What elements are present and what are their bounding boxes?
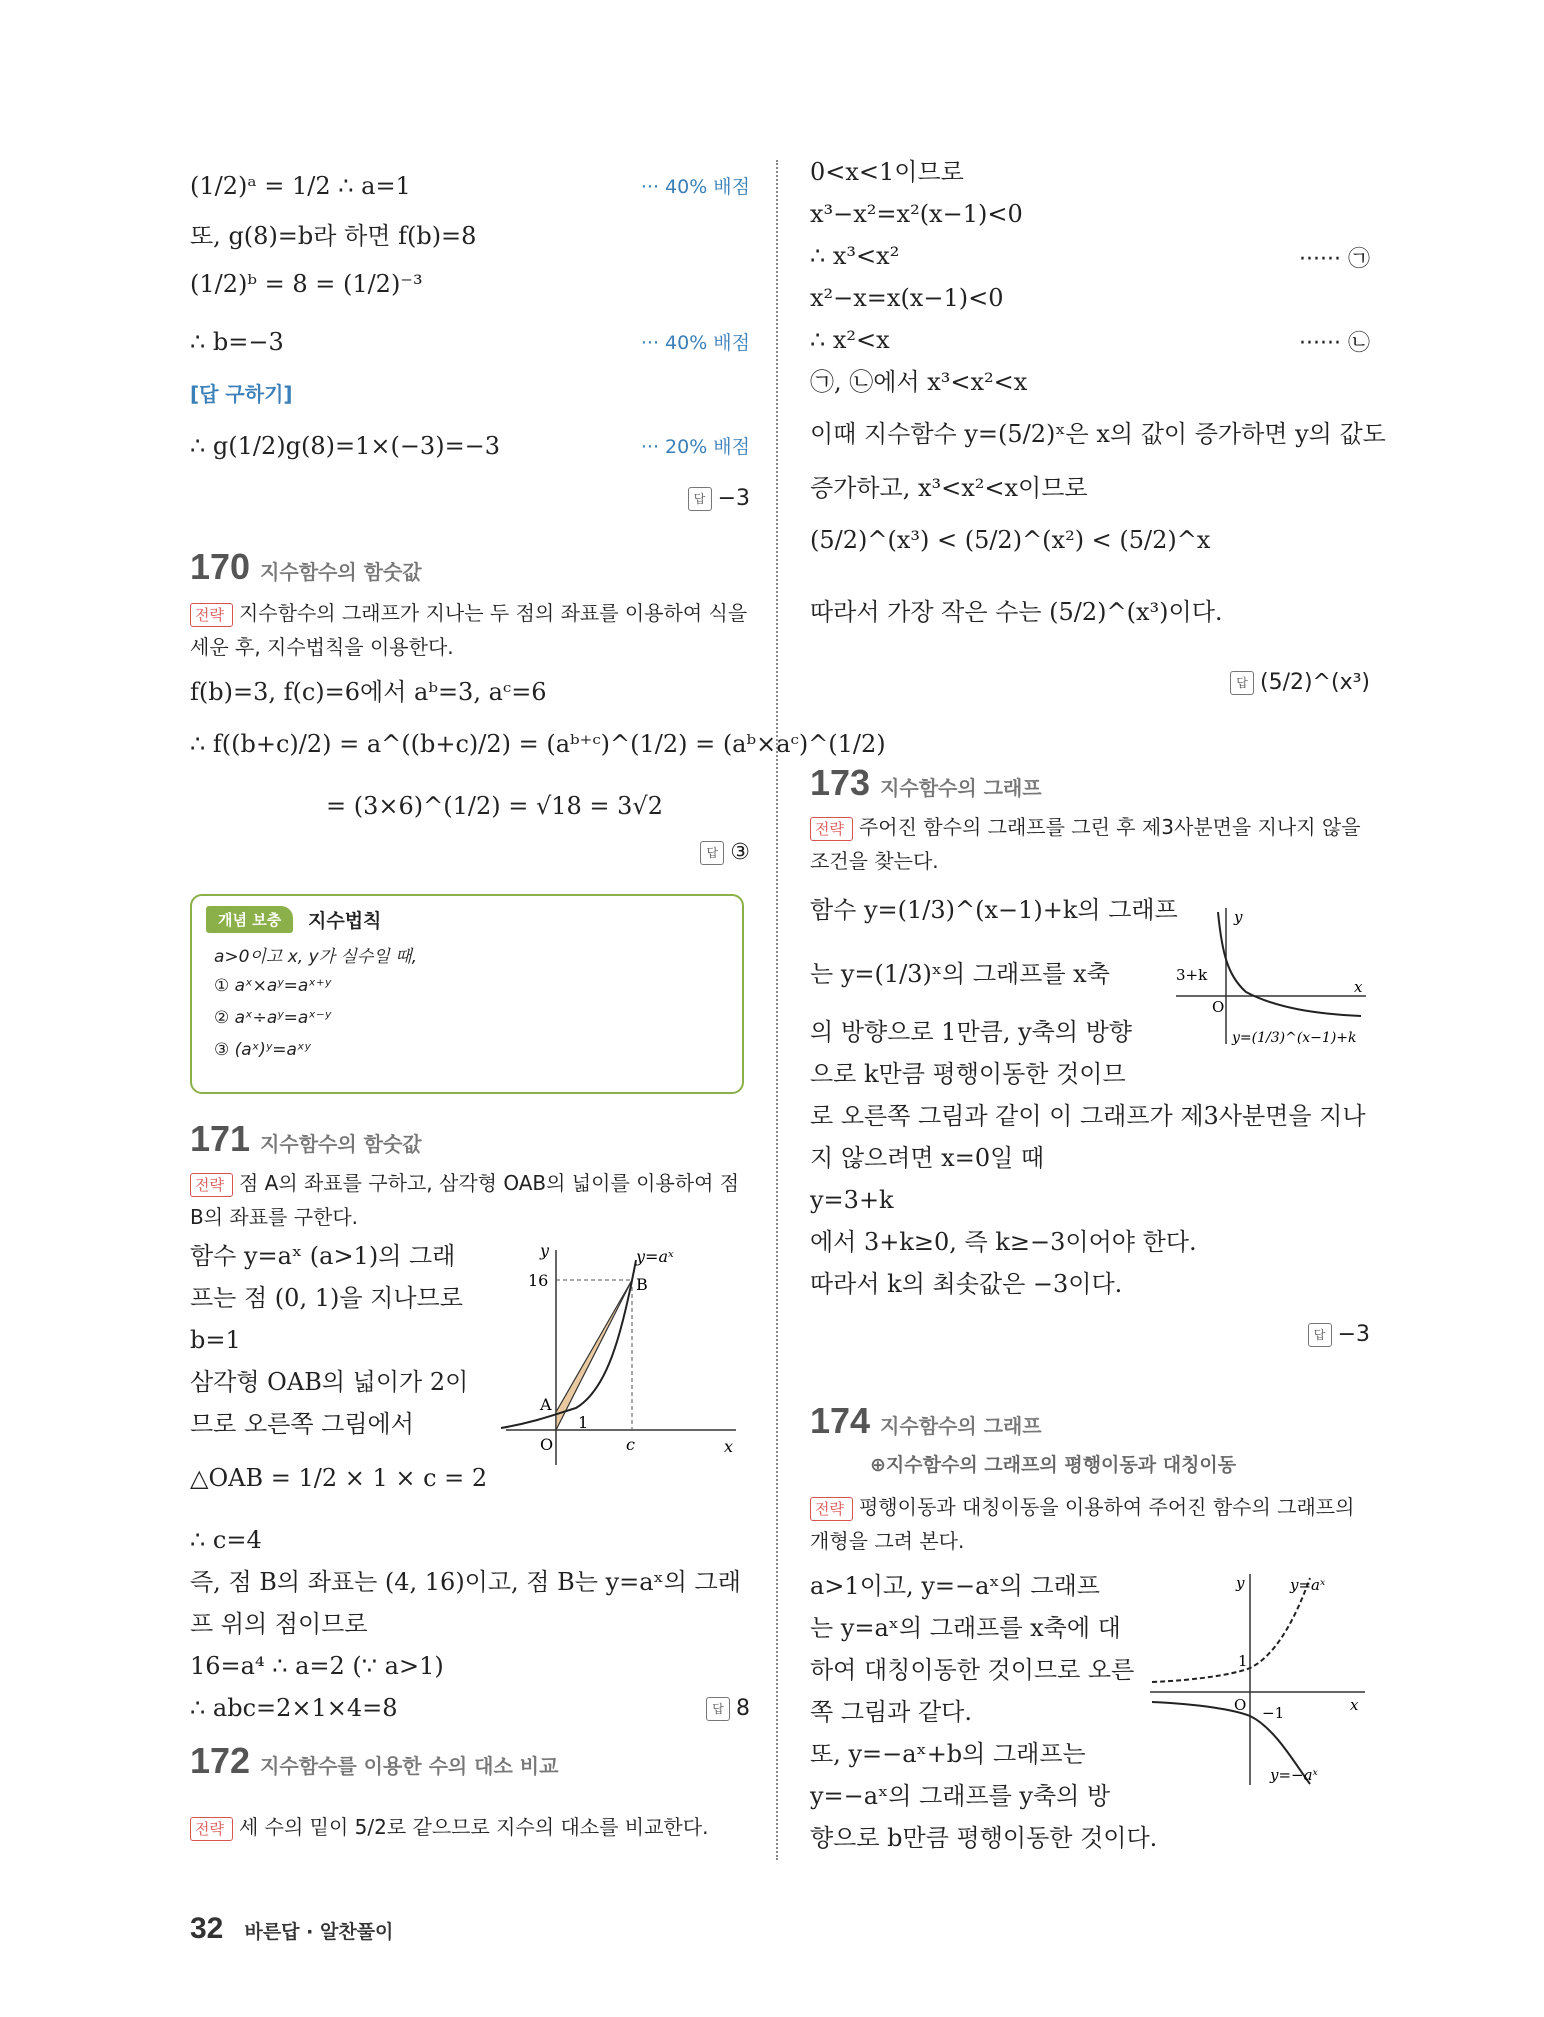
fig173-ylabel: y — [1234, 908, 1243, 926]
answer-173: 답 −3 — [1308, 1322, 1370, 1347]
r5-mark: ······ ㉡ — [1299, 331, 1370, 356]
p174-l3: 하여 대칭이동한 것이므로 오른 — [810, 1656, 1135, 1684]
concept-box — [190, 894, 744, 1094]
fig173-val: 3+k — [1176, 966, 1208, 984]
r3-mark: ······ ㉠ — [1299, 247, 1370, 272]
figure-174-graph — [1150, 1570, 1370, 1790]
fig171-xlabel: x — [724, 1437, 734, 1456]
p170-l1: f(b)=3, f(c)=6에서 aᵇ=3, aᶜ=6 — [190, 678, 547, 706]
fig171-1: 1 — [578, 1413, 589, 1432]
r10: 따라서 가장 작은 수는 (5/2)^(x³)이다. — [810, 598, 1223, 626]
fig171-16: 16 — [528, 1271, 549, 1290]
fig173-curve-label: y=(1/3)^(x−1)+k — [1232, 1030, 1357, 1046]
figure-171-graph — [496, 1240, 746, 1470]
score-20: ··· 20% 배점 — [640, 436, 750, 458]
fig173-O: O — [1212, 998, 1225, 1016]
p170-l2: ∴ f((b+c)/2) = a^((b+c)/2) = (aᵇ⁺ᶜ)^(1/2) = (aᵇ×aᶜ)^(1/2) — [190, 730, 886, 758]
p171-l7: ∴ c=4 — [190, 1526, 262, 1554]
r1: 0<x<1이므로 — [810, 158, 964, 186]
concept-line-1: a>0이고 x, y가 실수일 때, — [214, 947, 417, 967]
r2: x³−x²=x²(x−1)<0 — [810, 200, 1023, 228]
p171-l3: b=1 — [190, 1326, 241, 1354]
fig174-O: O — [1234, 1696, 1247, 1714]
p171-l9: 프 위의 점이므로 — [190, 1610, 368, 1638]
curve-a-x — [1152, 1578, 1310, 1682]
problem-172-heading: 172 지수함수를 이용한 수의 대소 비교 — [190, 1740, 559, 1781]
p173-l4: 으로 k만큼 평행이동한 것이므 — [810, 1060, 1126, 1088]
p174-l4: 쪽 그림과 같다. — [810, 1698, 972, 1726]
eq-l5: ∴ g(1/2)g(8)=1×(−3)=−3 — [190, 432, 501, 460]
fig171-B: B — [636, 1275, 648, 1294]
column-divider — [776, 160, 778, 1860]
concept-line-2: ① aˣ×aʸ=aˣ⁺ʸ — [214, 976, 332, 996]
score-40-1: ··· 40% 배점 — [640, 176, 750, 198]
p173-l2: 는 y=(1/3)ˣ의 그래프를 x축 — [810, 960, 1110, 988]
problem-174-subtitle: ⊕지수함수의 그래프의 평행이동과 대칭이동 — [870, 1454, 1237, 1476]
problem-174-heading: 174 지수함수의 그래프 — [810, 1400, 1042, 1441]
problem-173-heading: 173 지수함수의 그래프 — [810, 762, 1042, 803]
r6: ㉠, ㉡에서 x³<x²<x — [810, 368, 1028, 396]
problem-174-strategy: 전략 평행이동과 대칭이동을 이용하여 주어진 함수의 그래프의 개형을 그려 본다. — [810, 1495, 1355, 1553]
fig171-curve-label: y=aˣ — [636, 1247, 674, 1266]
p173-l1: 함수 y=(1/3)^(x−1)+k의 그래프 — [810, 896, 1178, 924]
fig174-xlabel: x — [1350, 1696, 1359, 1714]
p171-l8: 즉, 점 B의 좌표는 (4, 16)이고, 점 B는 y=aˣ의 그래 — [190, 1568, 741, 1596]
fig174-bottom-label: y=−aˣ — [1270, 1766, 1318, 1784]
fig174-m1: −1 — [1262, 1704, 1285, 1722]
eq-l4: ∴ b=−3 — [190, 328, 284, 356]
r4: x²−x=x(x−1)<0 — [810, 284, 1004, 312]
page-footer — [190, 1912, 393, 1946]
r9: (5/2)^(x³) < (5/2)^(x²) < (5/2)^x — [810, 526, 1211, 554]
problem-171-strategy: 전략 점 A의 좌표를 구하고, 삼각형 OAB의 넓이를 이용하여 점 B의 좌표를 구한다. — [190, 1171, 740, 1229]
fig174-top-label: y=aˣ — [1290, 1576, 1326, 1594]
p171-l10: 16=a⁴ ∴ a=2 (∵ a>1) — [190, 1652, 444, 1680]
p173-l5: 로 오른쪽 그림과 같이 이 그래프가 제3사분면을 지나 — [810, 1102, 1366, 1130]
r8: 증가하고, x³<x²<x이므로 — [810, 474, 1088, 502]
figure-173-graph — [1156, 904, 1370, 1054]
p171-l5: 므로 오른쪽 그림에서 — [190, 1410, 414, 1438]
fig174-ylabel: y — [1236, 1574, 1245, 1592]
p173-l6: 지 않으려면 x=0일 때 — [810, 1144, 1045, 1172]
answer-icon: 답 — [688, 487, 712, 511]
p171-l2: 프는 점 (0, 1)을 지나므로 — [190, 1284, 463, 1312]
concept-line-3: ② aˣ÷aʸ=aˣ⁻ʸ — [214, 1008, 332, 1028]
problem-170-heading: 170 지수함수의 함숫값 — [190, 546, 422, 587]
p174-l7: 향으로 b만큼 평행이동한 것이다. — [810, 1824, 1158, 1852]
p174-l5: 또, y=−aˣ+b의 그래프는 — [810, 1740, 1086, 1768]
p171-l6: △OAB = 1/2 × 1 × c = 2 — [190, 1464, 488, 1492]
score-40-2: ··· 40% 배점 — [640, 332, 750, 354]
concept-badge: 개념 보충 — [206, 906, 293, 933]
p171-l4: 삼각형 OAB의 넓이가 2이 — [190, 1368, 469, 1396]
p173-l8: 에서 3+k≥0, 즉 k≥−3이어야 한다. — [810, 1228, 1197, 1256]
book-title: 바른답 · 알찬풀이 — [244, 1921, 394, 1943]
problem-170-strategy: 전략 지수함수의 그래프가 지나는 두 점의 좌표를 이용하여 식을 세운 후, 지수법칙을 이용한다. — [190, 601, 748, 659]
r3: ∴ x³<x² — [810, 242, 900, 270]
concept-line-4: ③ (aˣ)ʸ=aˣʸ — [214, 1040, 311, 1060]
fig171-c: c — [626, 1435, 635, 1454]
answer-172: 답 (5/2)^(x³) — [1230, 670, 1370, 695]
p170-l3: = (3×6)^(1/2) = √18 = 3√2 — [326, 792, 663, 820]
r5: ∴ x²<x — [810, 326, 890, 354]
p174-l6: y=−aˣ의 그래프를 y축의 방 — [810, 1782, 1111, 1810]
p173-l3: 의 방향으로 1만큼, y축의 방향 — [810, 1018, 1132, 1046]
fig173-xlabel: x — [1354, 978, 1363, 996]
eq-l2: 또, g(8)=b라 하면 f(b)=8 — [190, 222, 477, 250]
eq-l1: (1/2)ᵃ = 1/2 ∴ a=1 — [190, 172, 411, 200]
fig174-1: 1 — [1238, 1652, 1248, 1670]
r7: 이때 지수함수 y=(5/2)ˣ은 x의 값이 증가하면 y의 값도 — [810, 420, 1386, 448]
p171-l1: 함수 y=aˣ (a>1)의 그래 — [190, 1242, 456, 1270]
answer-step-header: [답 구하기] — [190, 382, 293, 406]
concept-title: 지수법칙 — [308, 910, 382, 932]
fig171-A: A — [540, 1395, 552, 1414]
answer-169: 답 −3 — [688, 486, 750, 511]
answer-170: 답 ③ — [700, 840, 750, 865]
p174-l2: 는 y=aˣ의 그래프를 x축에 대 — [810, 1614, 1121, 1642]
p174-l1: a>1이고, y=−aˣ의 그래프 — [810, 1572, 1100, 1600]
page-number: 32 — [190, 1912, 224, 1945]
triangle-OAB — [556, 1280, 632, 1430]
problem-172-strategy: 전략 세 수의 밑이 5/2로 같으므로 지수의 대소를 비교한다. — [190, 1810, 750, 1844]
answer-171: 답 8 — [706, 1696, 750, 1721]
curve-173 — [1218, 912, 1361, 1016]
fig171-O: O — [540, 1435, 554, 1454]
eq-l3: (1/2)ᵇ = 8 = (1/2)⁻³ — [190, 270, 423, 298]
p173-l9: 따라서 k의 최솟값은 −3이다. — [810, 1270, 1123, 1298]
p171-l11: ∴ abc=2×1×4=8 — [190, 1694, 398, 1722]
problem-173-strategy: 전략 주어진 함수의 그래프를 그린 후 제3사분면을 지나지 않을 조건을 찾는다. — [810, 815, 1361, 873]
p173-l7: y=3+k — [810, 1186, 894, 1214]
fig171-ylabel: y — [540, 1241, 550, 1260]
problem-171-heading: 171 지수함수의 함숫값 — [190, 1118, 422, 1159]
